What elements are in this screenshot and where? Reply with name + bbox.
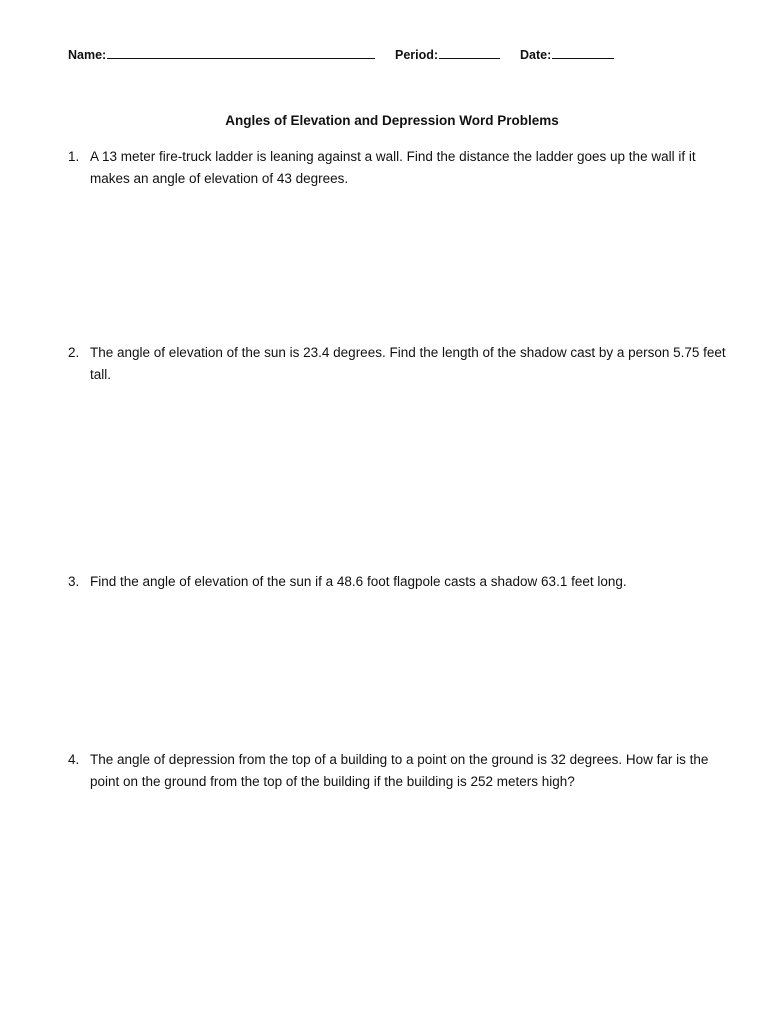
name-field[interactable] [68, 46, 375, 62]
name-label: Name: [68, 48, 107, 62]
problem-2 [68, 342, 728, 386]
problem-text: Find the angle of elevation of the sun if a 48.6 foot flagpole casts a shadow 63.1 feet long. [90, 574, 627, 589]
problem-number: 2. [68, 345, 80, 360]
date-label: Date: [520, 48, 552, 62]
name-blank-line[interactable] [107, 46, 375, 59]
date-field[interactable] [520, 46, 614, 62]
problem-number: 1. [68, 149, 80, 164]
problem-number: 4. [68, 752, 80, 767]
problem-text: A 13 meter fire-truck ladder is leaning against a wall. Find the distance the ladder goes up the wall if it makes an angle of elevation of 43 degrees. [90, 149, 696, 186]
problem-4 [68, 749, 728, 793]
period-label: Period: [395, 48, 439, 62]
period-blank-line[interactable] [439, 46, 500, 59]
period-field[interactable] [395, 46, 500, 62]
problem-3 [68, 571, 728, 593]
worksheet-title: Angles of Elevation and Depression Word Problems [225, 113, 559, 128]
problem-number: 3. [68, 574, 80, 589]
problem-text: The angle of elevation of the sun is 23.4 degrees. Find the length of the shadow cast by a person 5.75 feet tall. [90, 345, 726, 382]
date-blank-line[interactable] [552, 46, 614, 59]
problem-text: The angle of depression from the top of a building to a point on the ground is 32 degrees. How far is the point on the ground from the top of the building if the building is 252 meters high? [90, 752, 709, 789]
problem-1 [68, 146, 728, 190]
